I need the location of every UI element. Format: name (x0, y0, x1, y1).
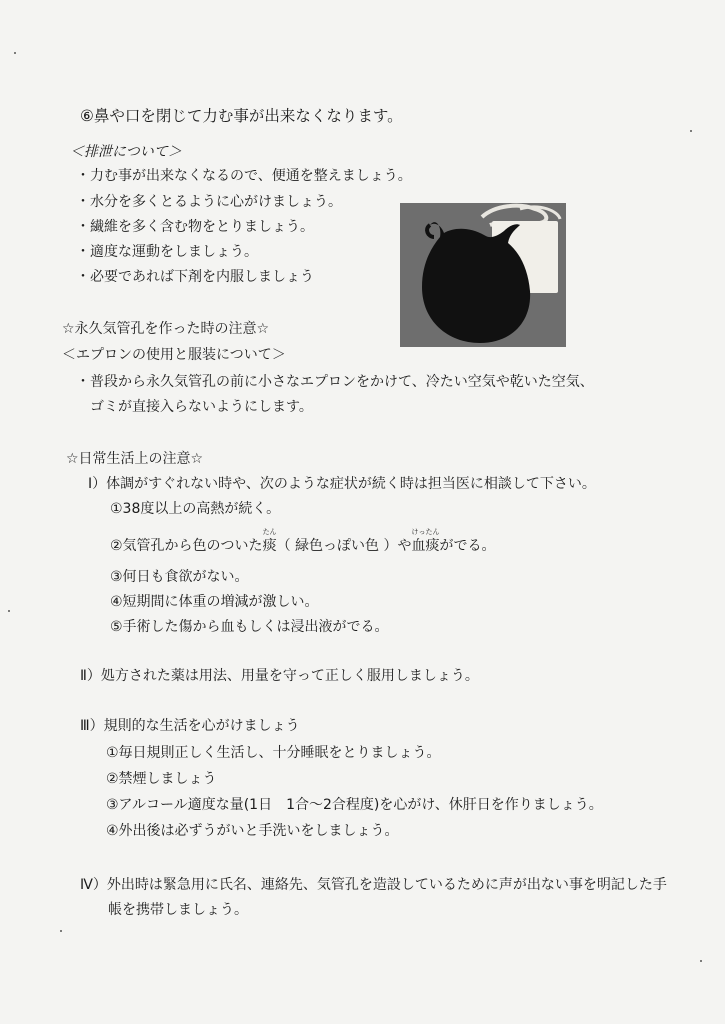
apron-photo (400, 203, 566, 347)
stoma-line-1: ・普段から永久気管孔の前に小さなエプロンをかけて、冷たい空気や乾いた空気、 (76, 374, 594, 390)
daily-item-1-sub-2 (110, 528, 496, 555)
daily-item-3-intro: Ⅲ）規則的な生活を心がけましょう (80, 718, 300, 734)
daily-item-3-sub-4: ④外出後は必ずうがいと手洗いをしましょう。 (106, 823, 399, 839)
daily-item-3-sub-1: ①毎日規則正しく生活し、十分睡眠をとりましょう。 (106, 745, 441, 761)
tan-word (262, 528, 277, 555)
ketsutan-word (411, 528, 440, 555)
daily-heading: ☆日常生活上の注意☆ (66, 451, 204, 467)
daily-item-1-sub-3: ③何日も食欲がない。 (110, 569, 249, 585)
daily-item-3-sub-2: ②禁煙しましょう (106, 771, 217, 787)
ketsutan-text: 血痰 (411, 538, 440, 554)
daily-item-4-line-2: 帳を携帯しましょう。 (108, 902, 248, 918)
stoma-line-2: ゴミが直接入らないようにします。 (90, 399, 313, 415)
tan-ruby: たん (262, 528, 277, 536)
ketsutan-ruby: けったん (411, 528, 440, 536)
sub-2-middle: （ 緑色っぽい色 ）や (276, 538, 412, 554)
scan-speck (700, 960, 702, 962)
sub-2-after: がでる。 (439, 538, 496, 554)
scan-speck (8, 610, 10, 612)
excretion-item-4: ・適度な運動をしましょう。 (76, 244, 258, 260)
tan-text: 痰 (262, 538, 277, 554)
daily-item-1-sub-1: ①38度以上の高熱が続く。 (110, 501, 281, 517)
daily-item-4-line-1: Ⅳ）外出時は緊急用に氏名、連絡先、気管孔を造設しているために声が出ない事を明記した手 (80, 877, 667, 893)
daily-item-1-intro: Ⅰ）体調がすぐれない時や、次のような症状が続く時は担当医に相談して下さい。 (88, 476, 596, 492)
daily-item-1-sub-4: ④短期間に体重の増減が激しい。 (110, 594, 319, 610)
stoma-subheading: ＜エプロンの使用と服装について＞ (62, 347, 286, 363)
scan-speck (690, 130, 692, 132)
daily-item-2: Ⅱ）処方された薬は用法、用量を守って正しく服用しましょう。 (80, 668, 479, 684)
apron-illustration (400, 203, 566, 347)
excretion-item-3: ・繊維を多く含む物をとりましょう。 (76, 219, 314, 235)
section-6-text: ⑥鼻や口を閉じて力む事が出来なくなります。 (80, 107, 403, 125)
excretion-item-5: ・必要であれば下剤を内服しましょう (76, 269, 314, 285)
daily-item-3-sub-3: ③アルコール適度な量(1日 1合～2合程度)を心がけ、休肝日を作りましょう。 (106, 797, 603, 813)
scan-speck (60, 930, 62, 932)
daily-item-1-sub-5: ⑤手術した傷から血もしくは浸出液がでる。 (110, 619, 389, 635)
scan-speck (14, 52, 16, 54)
sub-2-before: ②気管孔から色のついた (110, 538, 263, 554)
stoma-heading: ☆永久気管孔を作った時の注意☆ (62, 321, 270, 337)
excretion-heading: ＜排泄について＞ (70, 144, 182, 160)
excretion-item-1: ・力む事が出来なくなるので、便通を整えましょう。 (76, 168, 412, 184)
excretion-item-2: ・水分を多くとるように心がけましょう。 (76, 194, 342, 210)
